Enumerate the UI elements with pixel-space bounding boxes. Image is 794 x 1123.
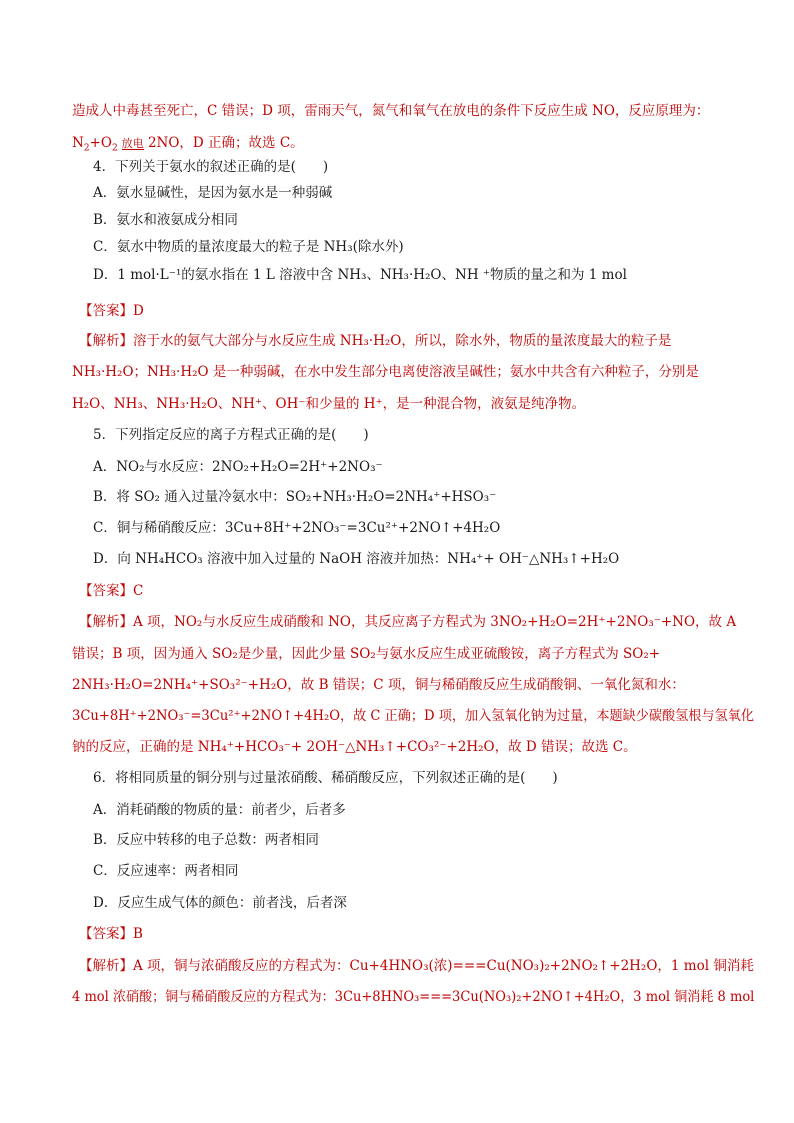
answer-value: B	[133, 926, 143, 942]
analysis-line: NH₃·H₂O；NH₃·H₂O 是一种弱碱，在水中发生部分电离使溶液呈碱性；氨水中共含有六种粒子，分别是	[72, 364, 699, 380]
question-stem: 4．下列关于氨水的叙述正确的是( )	[93, 159, 329, 175]
reaction-condition: 放电	[121, 137, 144, 150]
analysis-line	[79, 956, 754, 976]
analysis-text: A 项，NO₂与水反应生成硝酸和 NO，其反应离子方程式为 3NO₂+H₂O=2H⁺+2NO₃⁻+NO，故 A	[133, 614, 737, 630]
equation-line	[72, 133, 304, 153]
answer-value: D	[133, 303, 144, 319]
answer-tag: 【答案】	[79, 926, 133, 942]
eq-part: N	[72, 135, 84, 151]
option-b: B．氨水和液氨成分相同	[93, 212, 238, 228]
option-d: D．反应生成气体的颜色：前者浅，后者深	[93, 895, 347, 911]
answer-line	[79, 924, 143, 944]
analysis-line: 钠的反应，正确的是 NH₄⁺+HCO₃⁻+ 2OH⁻△NH₃↑+CO₃²⁻+2H₂O，故 D 错误；故选 C。	[72, 739, 637, 755]
analysis-tag: 【解析】	[79, 958, 133, 974]
option-c: C．反应速率：两者相同	[93, 863, 239, 879]
answer-tag: 【答案】	[79, 583, 133, 599]
analysis-line: 造成人中毒甚至死亡，C 错误；D 项，雷雨天气，氮气和氧气在放电的条件下反应生成 NO，反应原理为：	[72, 103, 710, 119]
analysis-line: 错误；B 项，因为通入 SO₂是少量，因此少量 SO₂与氨水反应生成亚硫酸铵，离子方程式为 SO₂+	[72, 646, 661, 662]
answer-line	[79, 301, 144, 321]
answer-value: C	[133, 583, 144, 599]
option-a: A．氨水显碱性，是因为氨水是一种弱碱	[93, 185, 333, 201]
eq-part: +O	[89, 135, 112, 151]
question-stem: 5．下列指定反应的离子方程式正确的是( )	[93, 427, 369, 443]
analysis-line: 4 mol 浓硝酸；铜与稀硝酸反应的方程式为：3Cu+8HNO₃===3Cu(NO₃)₂+2NO↑+4H₂O，3 mol 铜消耗 8 mol	[72, 989, 755, 1005]
question-stem: 6．将相同质量的铜分别与过量浓硝酸、稀硝酸反应，下列叙述正确的是( )	[93, 770, 558, 786]
analysis-tag: 【解析】	[79, 333, 133, 349]
answer-line	[79, 581, 143, 601]
analysis-text: 溶于水的氨气大部分与水反应生成 NH₃·H₂O，所以，除水外，物质的量浓度最大的粒子是	[133, 333, 672, 349]
analysis-tag: 【解析】	[79, 614, 133, 630]
eq-sub: 2	[83, 143, 90, 154]
analysis-text: A 项，铜与浓硝酸反应的方程式为：Cu+4HNO₃(浓)===Cu(NO₃)₂+2NO₂↑+2H₂O，1 mol 铜消耗	[133, 958, 754, 974]
analysis-line	[79, 612, 736, 632]
option-a: A．NO₂与水反应：2NO₂+H₂O=2H⁺+2NO₃⁻	[93, 459, 383, 475]
option-c: C．铜与稀硝酸反应：3Cu+8H⁺+2NO₃⁻=3Cu²⁺+2NO↑+4H₂O	[93, 520, 501, 536]
option-d: D．1 mol·L⁻¹的氨水指在 1 L 溶液中含 NH₃、NH₃·H₂O、NH ⁺物质的量之和为 1 mol	[93, 267, 627, 283]
answer-tag: 【答案】	[79, 303, 133, 319]
option-a: A．消耗硝酸的物质的量：前者少，后者多	[93, 802, 346, 818]
analysis-line	[79, 331, 671, 351]
analysis-line: 2NH₃·H₂O=2NH₄⁺+SO₃²⁻+H₂O，故 B 错误；C 项，铜与稀硝酸反应生成硝酸铜、一氧化氮和水：	[72, 677, 685, 693]
analysis-line: H₂O、NH₃、NH₃·H₂O、NH⁺、OH⁻和少量的 H⁺，是一种混合物，液氨是纯净物。	[72, 396, 586, 412]
eq-part: 2NO，D 正确；故选 C。	[143, 135, 304, 151]
option-c: C．氨水中物质的量浓度最大的粒子是 NH₃(除水外)	[93, 239, 404, 255]
eq-sub: 2	[111, 143, 118, 154]
option-b: B．将 SO₂ 通入过量冷氨水中：SO₂+NH₃·H₂O=2NH₄⁺+HSO₃⁻	[93, 489, 497, 505]
analysis-line: 3Cu+8H⁺+2NO₃⁻=3Cu²⁺+2NO↑+4H₂O，故 C 正确；D 项，加入氢氧化钠为过量，本题缺少碳酸氢根与氢氧化	[72, 708, 754, 724]
option-b: B．反应中转移的电子总数：两者相同	[93, 832, 319, 848]
option-d: D．向 NH₄HCO₃ 溶液中加入过量的 NaOH 溶液并加热：NH₄⁺+ OH⁻△NH₃↑+H₂O	[93, 551, 620, 567]
